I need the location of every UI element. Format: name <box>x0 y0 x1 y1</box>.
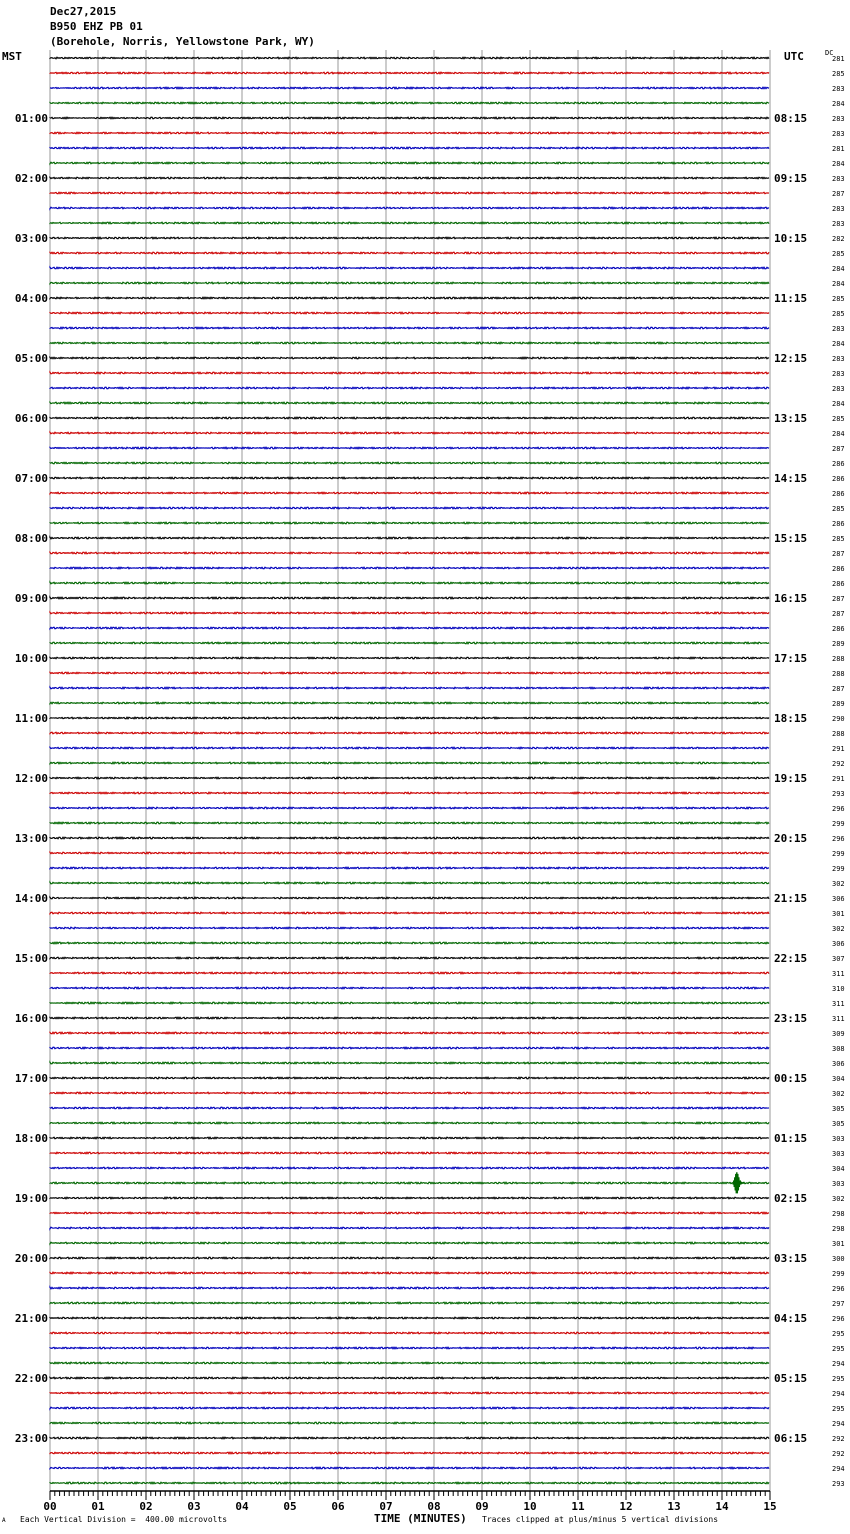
trace-row-25 <box>50 432 769 434</box>
utc-hour-label: 21:15 <box>774 892 808 905</box>
trace-row-93 <box>50 1452 769 1454</box>
corner-mark: A <box>2 1517 6 1524</box>
trace-row-42 <box>50 687 769 689</box>
dc-offset-value: 285 <box>832 250 845 258</box>
trace-row-57 <box>50 912 769 914</box>
trace-row-78 <box>50 1227 769 1229</box>
dc-offset-value: 305 <box>832 1105 845 1113</box>
dc-offset-value: 288 <box>832 730 845 738</box>
dc-offset-value: 284 <box>832 100 845 108</box>
trace-row-66 <box>50 1047 769 1049</box>
trace-row-5 <box>50 132 769 134</box>
dc-offset-value: 292 <box>832 1435 845 1443</box>
trace-row-2 <box>50 87 769 89</box>
trace-row-84 <box>50 1317 769 1319</box>
dc-offset-value: 306 <box>832 895 845 903</box>
trace-row-72 <box>50 1137 769 1139</box>
dc-offset-value: 299 <box>832 820 845 828</box>
dc-offset-value: 299 <box>832 865 845 873</box>
dc-offset-value: 285 <box>832 295 845 303</box>
dc-offset-value: 295 <box>832 1375 845 1383</box>
dc-offset-value: 309 <box>832 1030 845 1038</box>
mst-hour-label: 09:00 <box>14 592 48 605</box>
dc-offset-value: 303 <box>832 1150 845 1158</box>
utc-hour-label: 12:15 <box>774 352 808 365</box>
dc-offset-value: 284 <box>832 280 845 288</box>
dc-offset-value: 285 <box>832 535 845 543</box>
utc-hour-label: 02:15 <box>774 1192 808 1205</box>
mst-hour-label: 22:00 <box>14 1372 48 1385</box>
x-tick-label: 14 <box>715 1500 729 1513</box>
mst-hour-label: 14:00 <box>14 892 48 905</box>
dc-offset-value: 292 <box>832 1450 845 1458</box>
dc-offset-value: 302 <box>832 925 845 933</box>
dc-offset-value: 284 <box>832 430 845 438</box>
station-code: B950 EHZ PB 01 <box>50 20 143 33</box>
trace-row-47 <box>50 762 769 764</box>
dc-offset-value: 286 <box>832 520 845 528</box>
dc-offset-value: 307 <box>832 955 845 963</box>
dc-offset-value: 302 <box>832 1195 845 1203</box>
trace-row-92 <box>50 1437 769 1439</box>
dc-offset-value: 283 <box>832 220 845 228</box>
trace-row-80 <box>50 1257 769 1259</box>
utc-hour-label: 14:15 <box>774 472 808 485</box>
dc-offset-value: 302 <box>832 1090 845 1098</box>
trace-row-75 <box>50 1182 769 1184</box>
x-tick-label: 00 <box>43 1500 57 1513</box>
trace-row-83 <box>50 1302 769 1304</box>
mst-hour-label: 16:00 <box>14 1012 48 1025</box>
dc-offset-value: 304 <box>832 1075 845 1083</box>
x-tick-label: 13 <box>667 1500 681 1513</box>
dc-offset-value: 299 <box>832 850 845 858</box>
trace-row-91 <box>50 1422 769 1424</box>
dc-offset-value: 294 <box>832 1465 845 1473</box>
utc-hour-label: 08:15 <box>774 112 808 125</box>
trace-row-38 <box>50 627 769 629</box>
dc-offset-value: 302 <box>832 880 845 888</box>
dc-offset-value: 287 <box>832 685 845 693</box>
trace-row-34 <box>50 567 769 569</box>
trace-row-0 <box>50 57 769 59</box>
dc-offset-value: 286 <box>832 460 845 468</box>
dc-offset-value: 295 <box>832 1330 845 1338</box>
dc-offset-value: 283 <box>832 355 845 363</box>
dc-offset-value: 291 <box>832 775 845 783</box>
utc-hour-label: 09:15 <box>774 172 808 185</box>
dc-offset-value: 296 <box>832 805 845 813</box>
utc-hour-labels <box>774 112 807 1445</box>
trace-row-56 <box>50 897 769 899</box>
trace-row-27 <box>50 462 769 464</box>
dc-offset-value: 286 <box>832 490 845 498</box>
dc-offset-value: 291 <box>832 745 845 753</box>
dc-offset-value: 311 <box>832 1000 845 1008</box>
dc-offset-value: 303 <box>832 1180 845 1188</box>
mst-hour-label: 12:00 <box>14 772 48 785</box>
x-tick-label: 12 <box>619 1500 633 1513</box>
trace-row-71 <box>50 1122 769 1124</box>
dc-offset-value: 300 <box>832 1255 845 1263</box>
dc-offset-value: 311 <box>832 970 845 978</box>
utc-hour-label: 17:15 <box>774 652 808 665</box>
trace-row-29 <box>50 492 769 494</box>
trace-row-87 <box>50 1362 769 1364</box>
right-timezone-label: UTC <box>784 50 804 63</box>
mst-hour-label: 07:00 <box>14 472 48 485</box>
dc-offset-value: 294 <box>832 1360 845 1368</box>
dc-offset-value: 286 <box>832 580 845 588</box>
trace-row-40 <box>50 657 769 659</box>
dc-offset-value: 282 <box>832 235 845 243</box>
mst-hour-label: 02:00 <box>14 172 48 185</box>
dc-offset-value: 287 <box>832 550 845 558</box>
trace-row-58 <box>50 927 769 929</box>
mst-hour-label: 23:00 <box>14 1432 48 1445</box>
dc-offset-value: 310 <box>832 985 845 993</box>
trace-row-7 <box>50 162 769 164</box>
trace-row-53 <box>50 852 769 854</box>
trace-row-69 <box>50 1092 769 1094</box>
trace-row-39 <box>50 642 769 644</box>
mst-hour-label: 21:00 <box>14 1312 48 1325</box>
trace-row-43 <box>50 702 769 704</box>
utc-hour-label: 04:15 <box>774 1312 808 1325</box>
dc-offset-value: 305 <box>832 1120 845 1128</box>
trace-row-1 <box>50 72 769 74</box>
x-tick-label: 02 <box>139 1500 153 1513</box>
mst-hour-label: 17:00 <box>14 1072 48 1085</box>
dc-column-label: DC <box>825 49 834 57</box>
dc-offset-value: 296 <box>832 835 845 843</box>
dc-offset-value: 303 <box>832 1135 845 1143</box>
dc-offset-value: 295 <box>832 1405 845 1413</box>
seismic-traces <box>50 57 769 1484</box>
trace-row-64 <box>50 1017 769 1019</box>
utc-hour-label: 01:15 <box>774 1132 808 1145</box>
dc-offset-value: 289 <box>832 640 845 648</box>
dc-offset-value: 294 <box>832 1390 845 1398</box>
utc-hour-label: 20:15 <box>774 832 808 845</box>
mst-hour-label: 11:00 <box>14 712 48 725</box>
station-location: (Borehole, Norris, Yellowstone Park, WY) <box>50 35 315 48</box>
trace-row-89 <box>50 1392 769 1394</box>
trace-row-55 <box>50 882 769 884</box>
trace-row-8 <box>50 177 769 179</box>
trace-row-26 <box>50 447 769 449</box>
event-0 <box>733 1172 745 1193</box>
dc-offset-value: 285 <box>832 70 845 78</box>
trace-row-59 <box>50 942 769 944</box>
trace-row-76 <box>50 1197 769 1199</box>
mst-hour-label: 13:00 <box>14 832 48 845</box>
trace-row-94 <box>50 1467 769 1469</box>
dc-offset-value: 284 <box>832 160 845 168</box>
utc-hour-label: 10:15 <box>774 232 808 245</box>
trace-row-32 <box>50 537 769 539</box>
dc-offset-value: 293 <box>832 790 845 798</box>
dc-offset-value: 284 <box>832 340 845 348</box>
dc-offset-value: 293 <box>832 1480 845 1488</box>
trace-row-21 <box>50 372 769 374</box>
trace-row-74 <box>50 1167 769 1169</box>
trace-row-45 <box>50 732 769 734</box>
dc-offset-value: 289 <box>832 700 845 708</box>
trace-row-95 <box>50 1482 769 1484</box>
dc-offset-value: 295 <box>832 1345 845 1353</box>
trace-row-77 <box>50 1212 769 1214</box>
utc-hour-label: 06:15 <box>774 1432 808 1445</box>
dc-offset-value: 287 <box>832 595 845 603</box>
dc-offset-value: 290 <box>832 715 845 723</box>
trace-row-28 <box>50 477 769 479</box>
trace-row-82 <box>50 1287 769 1289</box>
clip-note: Traces clipped at plus/minus 5 vertical divisions <box>482 1515 719 1524</box>
x-tick-label: 08 <box>427 1500 441 1513</box>
dc-offset-value: 285 <box>832 505 845 513</box>
trace-row-68 <box>50 1077 769 1079</box>
dc-offset-value: 281 <box>832 145 845 153</box>
utc-hour-label: 05:15 <box>774 1372 808 1385</box>
trace-row-3 <box>50 102 769 104</box>
utc-hour-label: 18:15 <box>774 712 808 725</box>
trace-row-24 <box>50 417 769 419</box>
trace-row-11 <box>50 222 769 224</box>
x-axis <box>43 1491 776 1513</box>
trace-row-37 <box>50 612 769 614</box>
trace-row-12 <box>50 237 769 239</box>
dc-offset-value: 283 <box>832 130 845 138</box>
trace-row-70 <box>50 1107 769 1109</box>
dc-offset-value: 283 <box>832 370 845 378</box>
trace-row-81 <box>50 1272 769 1274</box>
utc-hour-label: 19:15 <box>774 772 808 785</box>
dc-offset-value: 298 <box>832 1210 845 1218</box>
utc-hour-label: 15:15 <box>774 532 808 545</box>
dc-offset-value: 299 <box>832 1270 845 1278</box>
trace-row-86 <box>50 1347 769 1349</box>
dc-offset-value: 301 <box>832 910 845 918</box>
dc-offset-value: 286 <box>832 565 845 573</box>
trace-row-33 <box>50 552 769 554</box>
dc-offset-value: 298 <box>832 1225 845 1233</box>
trace-row-22 <box>50 387 769 389</box>
dc-offset-value: 311 <box>832 1015 845 1023</box>
trace-row-79 <box>50 1242 769 1244</box>
trace-row-44 <box>50 717 769 719</box>
mst-hour-labels <box>15 112 48 1445</box>
x-tick-label: 01 <box>91 1500 105 1513</box>
x-tick-label: 11 <box>571 1500 585 1513</box>
dc-offset-value: 292 <box>832 760 845 768</box>
trace-row-52 <box>50 837 769 839</box>
trace-row-49 <box>50 792 769 794</box>
mst-hour-label: 20:00 <box>14 1252 48 1265</box>
dc-offset-value: 308 <box>832 1045 845 1053</box>
trace-row-65 <box>50 1032 769 1034</box>
dc-offset-value: 306 <box>832 1060 845 1068</box>
mst-hour-label: 03:00 <box>14 232 48 245</box>
x-tick-label: 05 <box>283 1500 297 1513</box>
trace-row-54 <box>50 867 769 869</box>
utc-hour-label: 03:15 <box>774 1252 808 1265</box>
utc-hour-label: 13:15 <box>774 412 808 425</box>
trace-row-51 <box>50 822 769 824</box>
dc-offset-value: 286 <box>832 625 845 633</box>
utc-hour-label: 11:15 <box>774 292 808 305</box>
trace-row-16 <box>50 297 769 299</box>
trace-row-50 <box>50 807 769 809</box>
scale-note: Each Vertical Division = 400.00 microvolts <box>20 1515 228 1524</box>
dc-offset-value: 283 <box>832 385 845 393</box>
dc-offset-value: 288 <box>832 670 845 678</box>
dc-offset-value: 287 <box>832 190 845 198</box>
dc-offset-value: 296 <box>832 1285 845 1293</box>
trace-row-85 <box>50 1332 769 1334</box>
trace-row-62 <box>50 987 769 989</box>
trace-row-48 <box>50 777 769 779</box>
x-axis-title: TIME (MINUTES) <box>374 1512 467 1525</box>
trace-row-41 <box>50 672 769 674</box>
dc-offset-value: 285 <box>832 310 845 318</box>
x-tick-label: 07 <box>379 1500 393 1513</box>
trace-row-31 <box>50 522 769 524</box>
trace-row-23 <box>50 402 769 404</box>
trace-row-88 <box>50 1377 769 1379</box>
dc-offset-value: 283 <box>832 175 845 183</box>
dc-offset-value: 285 <box>832 415 845 423</box>
trace-row-13 <box>50 252 769 254</box>
trace-row-30 <box>50 507 769 509</box>
left-timezone-label: MST <box>2 50 22 63</box>
utc-hour-label: 23:15 <box>774 1012 808 1025</box>
trace-row-36 <box>50 597 769 599</box>
trace-row-18 <box>50 327 769 329</box>
dc-offset-value: 297 <box>832 1300 845 1308</box>
dc-offset-value: 283 <box>832 85 845 93</box>
dc-offset-value: 287 <box>832 445 845 453</box>
dc-offset-value: 283 <box>832 325 845 333</box>
dc-offset-value: 284 <box>832 265 845 273</box>
dc-offset-value: 283 <box>832 115 845 123</box>
dc-offset-value: 294 <box>832 1420 845 1428</box>
chart-date: Dec27,2015 <box>50 5 117 18</box>
trace-row-4 <box>50 117 769 119</box>
mst-hour-label: 08:00 <box>14 532 48 545</box>
trace-row-6 <box>50 147 769 149</box>
mst-hour-label: 15:00 <box>14 952 48 965</box>
trace-row-14 <box>50 267 769 269</box>
trace-row-20 <box>50 357 769 359</box>
mst-hour-label: 18:00 <box>14 1132 48 1145</box>
dc-offset-value: 281 <box>832 55 845 63</box>
dc-offset-value: 283 <box>832 205 845 213</box>
utc-hour-label: 22:15 <box>774 952 808 965</box>
trace-row-63 <box>50 1002 769 1004</box>
trace-row-15 <box>50 282 769 284</box>
mst-hour-label: 10:00 <box>14 652 48 665</box>
dc-offset-value: 286 <box>832 475 845 483</box>
dc-offset-labels <box>832 55 845 1488</box>
x-tick-label: 09 <box>475 1500 489 1513</box>
utc-hour-label: 00:15 <box>774 1072 808 1085</box>
x-tick-label: 04 <box>235 1500 249 1513</box>
dc-offset-value: 284 <box>832 400 845 408</box>
trace-row-90 <box>50 1407 769 1409</box>
dc-offset-value: 287 <box>832 610 845 618</box>
x-tick-label: 10 <box>523 1500 537 1513</box>
trace-row-46 <box>50 747 769 749</box>
dc-offset-value: 288 <box>832 655 845 663</box>
mst-hour-label: 19:00 <box>14 1192 48 1205</box>
utc-hour-label: 16:15 <box>774 592 808 605</box>
trace-row-61 <box>50 972 769 974</box>
trace-row-60 <box>50 957 769 959</box>
mst-hour-label: 05:00 <box>14 352 48 365</box>
trace-row-67 <box>50 1062 769 1064</box>
dc-offset-value: 306 <box>832 940 845 948</box>
dc-offset-value: 301 <box>832 1240 845 1248</box>
dc-offset-value: 296 <box>832 1315 845 1323</box>
x-tick-label: 06 <box>331 1500 345 1513</box>
trace-row-10 <box>50 207 769 209</box>
x-tick-label: 03 <box>187 1500 201 1513</box>
trace-row-19 <box>50 342 769 344</box>
mst-hour-label: 04:00 <box>14 292 48 305</box>
x-tick-label: 15 <box>763 1500 777 1513</box>
dc-offset-value: 304 <box>832 1165 845 1173</box>
mst-hour-label: 06:00 <box>14 412 48 425</box>
mst-hour-label: 01:00 <box>14 112 48 125</box>
trace-row-9 <box>50 192 769 194</box>
trace-row-73 <box>50 1152 769 1154</box>
trace-row-17 <box>50 312 769 314</box>
time-grid <box>50 50 770 1491</box>
trace-row-35 <box>50 582 769 584</box>
